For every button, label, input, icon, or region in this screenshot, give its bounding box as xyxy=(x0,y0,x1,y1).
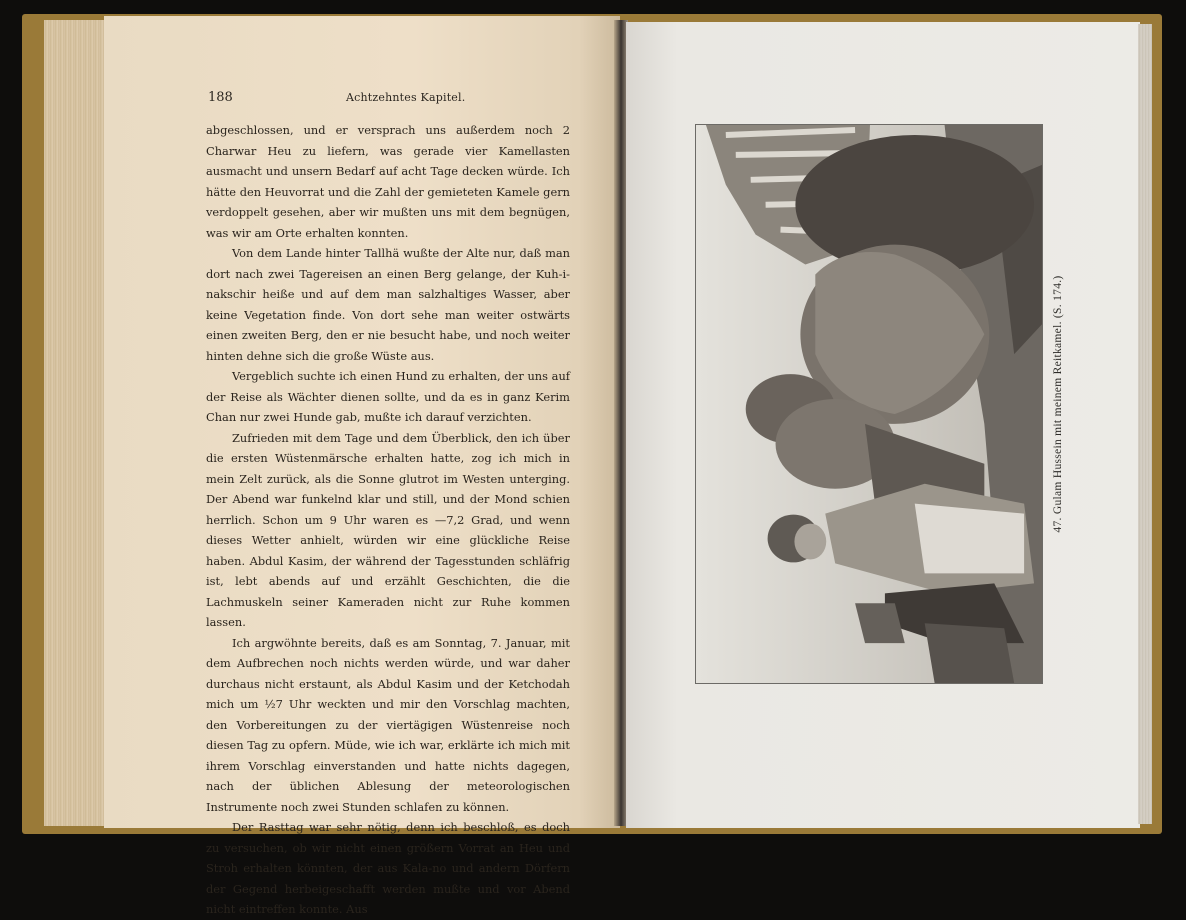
figure-caption: 47. Gulam Hussein mit meinem Reitkamel. (S. 174.) xyxy=(1052,275,1064,533)
body-text xyxy=(206,120,570,920)
page-number: 188 xyxy=(208,90,233,105)
right-page-edges xyxy=(1138,24,1152,824)
paragraph: Von dem Lande hinter Tallhä wußte der Alte nur, daß man dort nach zwei Tagereisen an einen Berg gelange, der Kuh-i-nakschir heiße und auf dem man salzhaltiges Wasser, aber keine Vegetation finde. Von dort sehe man weiter ostwärts einen zweiten Berg, den er nie besucht habe, und noch weiter hinten dehne sich die große Wüste aus. xyxy=(206,246,570,363)
paragraph: Vergeblich suchte ich einen Hund zu erhalten, der uns auf der Reise als Wächter dienen sollte, und da es in ganz Kerim Chan nur zwei Hunde gab, mußte ich darauf verzichten. xyxy=(206,369,570,424)
photo-illustration xyxy=(696,125,1042,683)
running-head: Achtzehntes Kapitel. xyxy=(346,91,466,104)
paragraph: Ich argwöhnte bereits, daß es am Sonntag, 7. Januar, mit dem Aufbrechen noch nichts werden würde, und war daher durchaus nicht erstaunt, als Abdul Kasim und der Ketchodah mich um ½7 Uhr weckten und mir den Vorschlag machten, den Vorbereitungen zu der viertägigen Wüstenreise noch diesen Tag zu opfern. Müde, wie ich war, erklärte ich mich mit ihrem Vorschlag einverstanden und hatte nichts dagegen, nach der üblichen Ablesung der meteorologischen Instrumente noch zwei Stunden schlafen zu können. xyxy=(206,635,570,814)
paragraph: Zufrieden mit dem Tage und dem Überblick, den ich über die ersten Wüstenmärsche erhalten hatte, zog ich mich in mein Zelt zurück, als die Sonne glutrot im Westen unterging. Der Abend war funkelnd klar und still, und der Mond schien herrlich. Schon um 9 Uhr waren es —7,2 Grad, und wenn dieses Wetter anhielt, würden wir eine glückliche Reise haben. Abdul Kasim, der während der Tagesstunden schläfrig ist, lebt abends auf und erzählt Geschichten, die die Lachmuskeln seiner Kameraden nicht zur Ruhe kommen lassen. xyxy=(206,430,570,629)
camel-photograph xyxy=(695,124,1043,684)
paragraph: abgeschlossen, und er versprach uns außerdem noch 2 Charwar Heu zu liefern, was gerade vier Kamellasten ausmacht und unsern Bedarf auf acht Tage decken würde. Ich hätte den Heuvorrat und die Zahl der gemieteten Kamele gern verdoppelt gesehen, aber wir mußten uns mit dem begnügen, was wir am Orte erhalten konnten. xyxy=(206,123,570,240)
paragraph: Der Rasttag war sehr nötig, denn ich beschloß, es doch zu versuchen, ob wir nicht einen größern Vorrat an Heu und Stroh erhalten könnten, der aus Kala-no und andern Dörfern der Gegend herbeigeschafft werden mußte und vor Abend nicht eintreffen konnte. Aus xyxy=(206,820,570,916)
